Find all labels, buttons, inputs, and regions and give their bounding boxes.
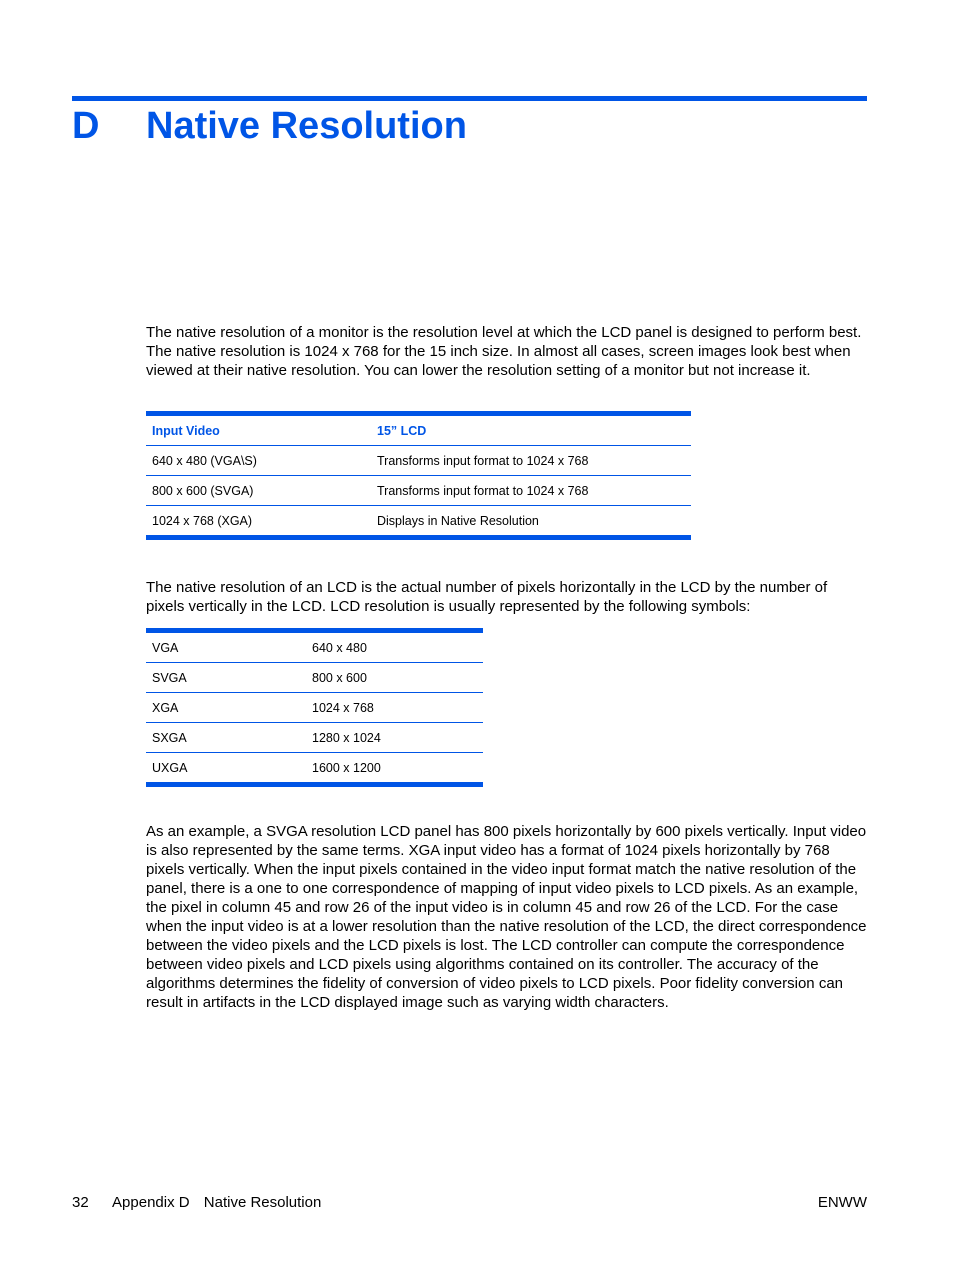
table-cell: 640 x 480 <box>306 631 483 663</box>
chapter-title: Native Resolution <box>146 104 467 147</box>
table-row <box>146 446 691 476</box>
page-number: 32 <box>72 1194 89 1211</box>
page-footer <box>72 1193 867 1212</box>
example-paragraph: As an example, a SVGA resolution LCD panel has 800 pixels horizontally by 600 pixels vertically. Input video is also represented by the same terms. XGA input video has a format of 1024 pixels horizontally by 768 pixels vertically. When the input pixels contained in the video input format match the native resolution of the panel, there is a one to one correspondence of mapping of input video pixels to LCD pixels. As an example, the pixel in column 45 and row 26 of the input video is in column 45 and row 26 of the LCD. For the case when the input video is at a lower resolution than the native resolution of the LCD, the direct correspondence between the video pixels and the LCD pixels is lost. The LCD controller can compute the correspondence between video pixels and LCD pixels using algorithms contained on its controller. The accuracy of the algorithms determines the fidelity of conversion of video pixels to LCD pixels. Poor fidelity conversion can result in artifacts in the LCD displayed image such as varying width characters. <box>146 823 867 1011</box>
table-cell: SVGA <box>146 663 306 693</box>
table-cell: XGA <box>146 693 306 723</box>
footer-title: Native Resolution <box>203 1194 322 1211</box>
table-cell: 640 x 480 (VGA\S) <box>146 446 371 476</box>
table-cell: VGA <box>146 631 306 663</box>
footer-appendix: Appendix D <box>112 1194 190 1211</box>
chapter-letter: D <box>72 104 100 147</box>
footer-right: ENWW <box>817 1194 867 1211</box>
chapter-heading <box>72 101 467 151</box>
table-cell: Transforms input format to 1024 x 768 <box>371 476 691 506</box>
resolution-table <box>146 411 691 540</box>
table-header-row <box>146 414 691 446</box>
table-header-cell: 15” LCD <box>371 414 691 446</box>
table-row <box>146 476 691 506</box>
table-cell: SXGA <box>146 723 306 753</box>
table-row <box>146 723 483 753</box>
table-cell: 800 x 600 <box>306 663 483 693</box>
table-row <box>146 631 483 663</box>
footer-left <box>72 1193 321 1212</box>
table-cell: UXGA <box>152 760 188 775</box>
table-cell: 1024 x 768 (XGA) <box>152 513 253 528</box>
table-header-cell: Input Video <box>146 414 371 446</box>
table-row <box>146 506 691 538</box>
table-cell: 1024 x 768 <box>306 693 483 723</box>
table-cell: 1280 x 1024 <box>306 723 483 753</box>
intro-paragraph: The native resolution of a monitor is the resolution level at which the LCD panel is designed to perform best. The native resolution is 1024 x 768 for the 15 inch size. In almost all cases, screen images look best when viewed at their native resolution. You can lower the resolution setting of a monitor but not increase it. <box>146 324 862 379</box>
table-cell: 1600 x 1200 <box>312 760 381 775</box>
table-row <box>146 693 483 723</box>
table-cell: Displays in Native Resolution <box>377 513 539 528</box>
lcd-resolution-paragraph: The native resolution of an LCD is the actual number of pixels horizontally in the LCD by the number of pixels vertically in the LCD. LCD resolution is usually represented by the following symbols: <box>146 579 828 615</box>
table-cell: 800 x 600 (SVGA) <box>146 476 371 506</box>
table-row <box>146 753 483 785</box>
symbols-table <box>146 628 483 787</box>
table-row <box>146 663 483 693</box>
table-cell: Transforms input format to 1024 x 768 <box>371 446 691 476</box>
